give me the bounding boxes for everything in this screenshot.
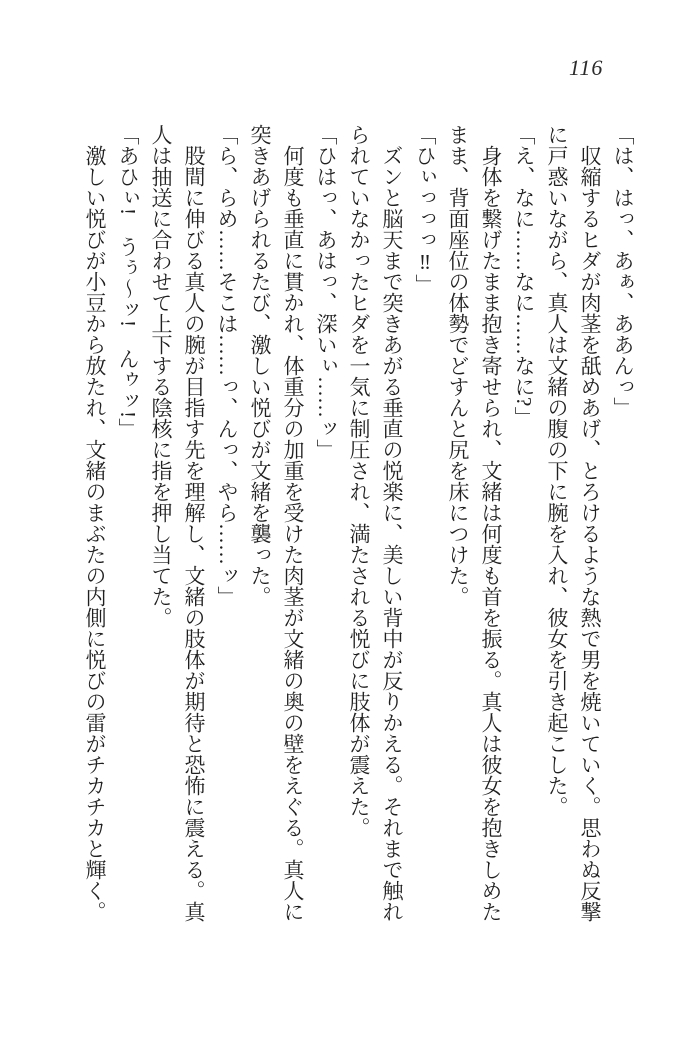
- paragraph-dialogue-1: 「は、はっ、あぁ、ああんっ」: [611, 124, 635, 418]
- paragraph-dialogue-5: 「ら、らめ……そこは……っ、んっ、やら……ッ」: [215, 124, 239, 607]
- page-number: 116: [569, 55, 604, 80]
- paragraph-dialogue-2: 「え、なに……なに……なに?」: [512, 124, 536, 428]
- paragraph-narrative-2: 身体を繋げたまま抱き寄せられ、文緒は何度も首を振る。真人は彼女を抱きしめたまま、背面座位の体勢でどすんと尻を床につけた。: [446, 124, 503, 922]
- paragraph-dialogue-6: 「あひぃ! うぅ〜ッ! んゥッ!」: [116, 124, 140, 439]
- text-block: [78, 124, 639, 924]
- paragraph-dialogue-3: 「ひぃっっっ‼」: [413, 124, 437, 295]
- paragraph-narrative-4: 何度も垂直に貫かれ、体重分の加重を受けた肉茎が文緒の奥の壁をえぐる。真人に突きあげられるたび、激しい悦びが文緒を襲った。: [248, 124, 305, 922]
- paragraph-dialogue-4: 「ひはっ、あはっ、深いぃ……ッ」: [314, 124, 338, 460]
- paragraph-narrative-6: 激しい悦びが小豆から放たれ、文緒のまぶたの内側に悦びの雷がチカチカと輝く。: [83, 145, 107, 922]
- paragraph-narrative-5: 股間に伸びる真人の腕が目指す先を理解し、文緒の肢体が期待と恐怖に震える。真人は抽送に合わせて上下する陰核に指を押し当てた。: [149, 124, 206, 922]
- paragraph-narrative-3: ズンと脳天まで突きあがる垂直の悦楽に、美しい背中が反りかえる。それまで触れられていなかったヒダを一気に制圧され、満たされる悦びに肢体が震えた。: [347, 124, 404, 922]
- paragraph-narrative-1: 収縮するヒダが肉茎を舐めあげ、とろけるような熱で男を焼いていく。思わぬ反撃に戸惑いながら、真人は文緒の腹の下に腕を入れ、彼女を引き起こした。: [545, 124, 602, 922]
